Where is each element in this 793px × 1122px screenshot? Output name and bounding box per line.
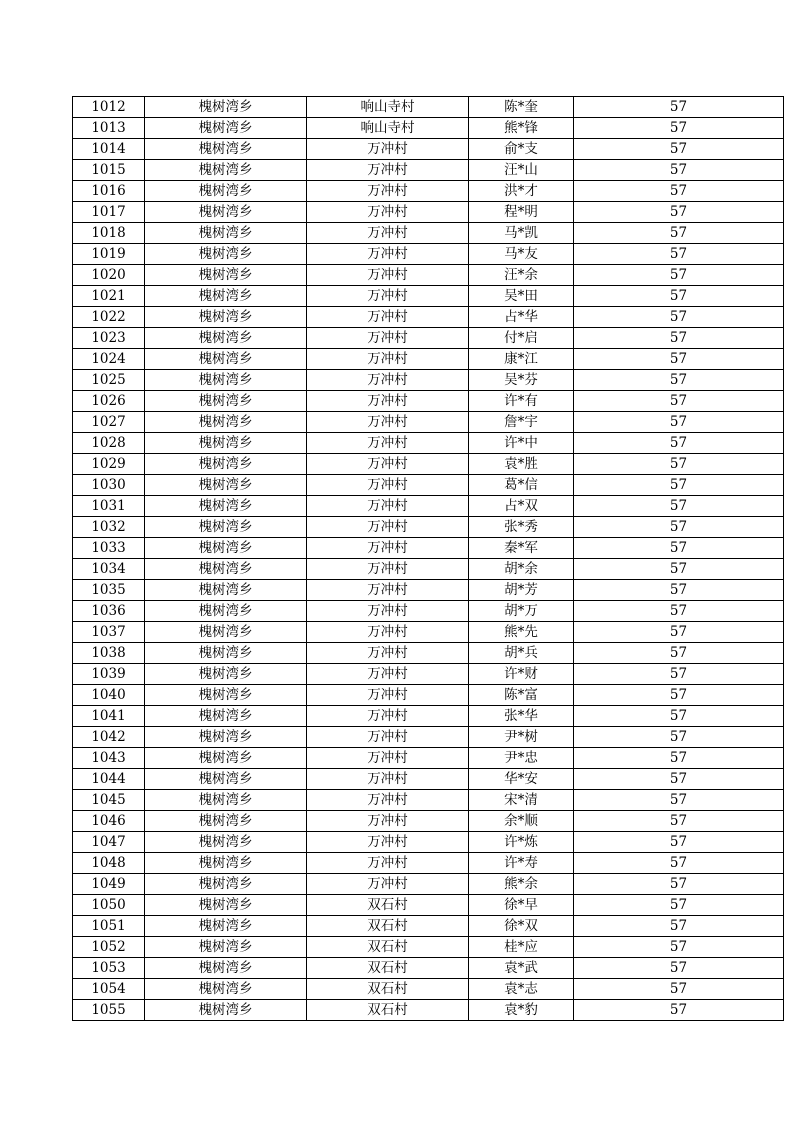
name-cell: 詹*宇 [469, 412, 574, 433]
village-cell: 万冲村 [307, 433, 469, 454]
name-cell: 熊*先 [469, 622, 574, 643]
village-cell: 万冲村 [307, 265, 469, 286]
name-cell: 张*秀 [469, 517, 574, 538]
name-cell: 汪*余 [469, 265, 574, 286]
township-cell: 槐树湾乡 [145, 454, 307, 475]
village-cell: 万冲村 [307, 853, 469, 874]
village-cell: 万冲村 [307, 370, 469, 391]
village-cell: 万冲村 [307, 412, 469, 433]
name-cell: 桂*应 [469, 937, 574, 958]
value-cell: 57 [574, 496, 784, 517]
value-cell: 57 [574, 811, 784, 832]
value-cell: 57 [574, 454, 784, 475]
table-row [73, 832, 784, 853]
value-cell: 57 [574, 979, 784, 1000]
name-cell: 汪*山 [469, 160, 574, 181]
township-cell: 槐树湾乡 [145, 244, 307, 265]
row-number-cell: 1046 [73, 811, 145, 832]
village-cell: 万冲村 [307, 538, 469, 559]
value-cell: 57 [574, 706, 784, 727]
name-cell: 华*安 [469, 769, 574, 790]
village-cell: 万冲村 [307, 748, 469, 769]
name-cell: 康*江 [469, 349, 574, 370]
row-number-cell: 1029 [73, 454, 145, 475]
township-cell: 槐树湾乡 [145, 601, 307, 622]
table-row [73, 937, 784, 958]
row-number-cell: 1050 [73, 895, 145, 916]
township-cell: 槐树湾乡 [145, 685, 307, 706]
village-cell: 万冲村 [307, 727, 469, 748]
value-cell: 57 [574, 223, 784, 244]
name-cell: 陈*奎 [469, 97, 574, 118]
table-row [73, 874, 784, 895]
township-cell: 槐树湾乡 [145, 937, 307, 958]
township-cell: 槐树湾乡 [145, 916, 307, 937]
name-cell: 尹*树 [469, 727, 574, 748]
village-cell: 响山寺村 [307, 97, 469, 118]
row-number-cell: 1051 [73, 916, 145, 937]
village-cell: 双石村 [307, 979, 469, 1000]
value-cell: 57 [574, 517, 784, 538]
row-number-cell: 1033 [73, 538, 145, 559]
township-cell: 槐树湾乡 [145, 160, 307, 181]
name-cell: 葛*信 [469, 475, 574, 496]
table-row [73, 433, 784, 454]
table-row [73, 349, 784, 370]
value-cell: 57 [574, 727, 784, 748]
value-cell: 57 [574, 790, 784, 811]
table-row [73, 496, 784, 517]
table-row [73, 265, 784, 286]
name-cell: 程*明 [469, 202, 574, 223]
value-cell: 57 [574, 895, 784, 916]
value-cell: 57 [574, 412, 784, 433]
value-cell: 57 [574, 958, 784, 979]
row-number-cell: 1039 [73, 664, 145, 685]
township-cell: 槐树湾乡 [145, 97, 307, 118]
name-cell: 胡*万 [469, 601, 574, 622]
table-row [73, 853, 784, 874]
name-cell: 徐*早 [469, 895, 574, 916]
village-cell: 万冲村 [307, 580, 469, 601]
township-cell: 槐树湾乡 [145, 832, 307, 853]
village-cell: 万冲村 [307, 139, 469, 160]
township-cell: 槐树湾乡 [145, 391, 307, 412]
table-row [73, 97, 784, 118]
township-cell: 槐树湾乡 [145, 181, 307, 202]
township-cell: 槐树湾乡 [145, 412, 307, 433]
table-row [73, 559, 784, 580]
table-row [73, 538, 784, 559]
value-cell: 57 [574, 475, 784, 496]
table-row [73, 517, 784, 538]
table-row [73, 622, 784, 643]
township-cell: 槐树湾乡 [145, 517, 307, 538]
village-cell: 万冲村 [307, 496, 469, 517]
name-cell: 洪*才 [469, 181, 574, 202]
village-cell: 万冲村 [307, 307, 469, 328]
name-cell: 余*顺 [469, 811, 574, 832]
value-cell: 57 [574, 643, 784, 664]
township-cell: 槐树湾乡 [145, 559, 307, 580]
township-cell: 槐树湾乡 [145, 958, 307, 979]
table-row [73, 643, 784, 664]
township-cell: 槐树湾乡 [145, 286, 307, 307]
township-cell: 槐树湾乡 [145, 853, 307, 874]
township-cell: 槐树湾乡 [145, 790, 307, 811]
name-cell: 熊*锋 [469, 118, 574, 139]
table-row [73, 769, 784, 790]
name-cell: 胡*芳 [469, 580, 574, 601]
village-cell: 万冲村 [307, 223, 469, 244]
township-cell: 槐树湾乡 [145, 349, 307, 370]
value-cell: 57 [574, 853, 784, 874]
name-cell: 尹*忠 [469, 748, 574, 769]
township-cell: 槐树湾乡 [145, 538, 307, 559]
table-row [73, 391, 784, 412]
table-row [73, 748, 784, 769]
row-number-cell: 1025 [73, 370, 145, 391]
name-cell: 秦*军 [469, 538, 574, 559]
value-cell: 57 [574, 433, 784, 454]
name-cell: 宋*清 [469, 790, 574, 811]
table-row [73, 811, 784, 832]
row-number-cell: 1040 [73, 685, 145, 706]
table-body [73, 97, 784, 1021]
township-cell: 槐树湾乡 [145, 475, 307, 496]
village-cell: 万冲村 [307, 202, 469, 223]
value-cell: 57 [574, 1000, 784, 1021]
village-cell: 万冲村 [307, 706, 469, 727]
row-number-cell: 1013 [73, 118, 145, 139]
row-number-cell: 1020 [73, 265, 145, 286]
value-cell: 57 [574, 328, 784, 349]
name-cell: 胡*余 [469, 559, 574, 580]
table-row [73, 727, 784, 748]
table-row [73, 118, 784, 139]
row-number-cell: 1030 [73, 475, 145, 496]
township-cell: 槐树湾乡 [145, 223, 307, 244]
name-cell: 袁*武 [469, 958, 574, 979]
value-cell: 57 [574, 139, 784, 160]
name-cell: 许*财 [469, 664, 574, 685]
name-cell: 袁*胜 [469, 454, 574, 475]
row-number-cell: 1017 [73, 202, 145, 223]
value-cell: 57 [574, 622, 784, 643]
name-cell: 胡*兵 [469, 643, 574, 664]
name-cell: 许*中 [469, 433, 574, 454]
row-number-cell: 1044 [73, 769, 145, 790]
value-cell: 57 [574, 160, 784, 181]
village-cell: 万冲村 [307, 832, 469, 853]
row-number-cell: 1022 [73, 307, 145, 328]
row-number-cell: 1032 [73, 517, 145, 538]
name-cell: 马*凯 [469, 223, 574, 244]
row-number-cell: 1035 [73, 580, 145, 601]
table-row [73, 454, 784, 475]
name-cell: 徐*双 [469, 916, 574, 937]
table-row [73, 790, 784, 811]
row-number-cell: 1055 [73, 1000, 145, 1021]
village-cell: 万冲村 [307, 874, 469, 895]
row-number-cell: 1031 [73, 496, 145, 517]
value-cell: 57 [574, 97, 784, 118]
row-number-cell: 1027 [73, 412, 145, 433]
row-number-cell: 1042 [73, 727, 145, 748]
village-cell: 万冲村 [307, 622, 469, 643]
township-cell: 槐树湾乡 [145, 202, 307, 223]
value-cell: 57 [574, 286, 784, 307]
village-cell: 响山寺村 [307, 118, 469, 139]
name-cell: 许*有 [469, 391, 574, 412]
name-cell: 马*友 [469, 244, 574, 265]
township-cell: 槐树湾乡 [145, 1000, 307, 1021]
township-cell: 槐树湾乡 [145, 139, 307, 160]
value-cell: 57 [574, 664, 784, 685]
village-cell: 双石村 [307, 937, 469, 958]
row-number-cell: 1019 [73, 244, 145, 265]
village-cell: 万冲村 [307, 643, 469, 664]
township-cell: 槐树湾乡 [145, 265, 307, 286]
village-cell: 万冲村 [307, 664, 469, 685]
table-row [73, 223, 784, 244]
village-cell: 万冲村 [307, 601, 469, 622]
township-cell: 槐树湾乡 [145, 580, 307, 601]
table-row [73, 202, 784, 223]
row-number-cell: 1015 [73, 160, 145, 181]
village-cell: 万冲村 [307, 244, 469, 265]
township-cell: 槐树湾乡 [145, 370, 307, 391]
row-number-cell: 1014 [73, 139, 145, 160]
row-number-cell: 1054 [73, 979, 145, 1000]
village-cell: 万冲村 [307, 517, 469, 538]
village-cell: 双石村 [307, 958, 469, 979]
value-cell: 57 [574, 370, 784, 391]
value-cell: 57 [574, 937, 784, 958]
table-row [73, 895, 784, 916]
row-number-cell: 1024 [73, 349, 145, 370]
name-cell: 吴*田 [469, 286, 574, 307]
village-cell: 万冲村 [307, 349, 469, 370]
village-cell: 万冲村 [307, 790, 469, 811]
name-cell: 陈*富 [469, 685, 574, 706]
value-cell: 57 [574, 916, 784, 937]
row-number-cell: 1047 [73, 832, 145, 853]
name-cell: 许*寿 [469, 853, 574, 874]
data-table [72, 96, 784, 1021]
row-number-cell: 1043 [73, 748, 145, 769]
value-cell: 57 [574, 391, 784, 412]
name-cell: 张*华 [469, 706, 574, 727]
name-cell: 熊*余 [469, 874, 574, 895]
township-cell: 槐树湾乡 [145, 979, 307, 1000]
name-cell: 俞*支 [469, 139, 574, 160]
value-cell: 57 [574, 307, 784, 328]
township-cell: 槐树湾乡 [145, 769, 307, 790]
table-row [73, 664, 784, 685]
village-cell: 万冲村 [307, 286, 469, 307]
value-cell: 57 [574, 244, 784, 265]
row-number-cell: 1034 [73, 559, 145, 580]
row-number-cell: 1045 [73, 790, 145, 811]
table-row [73, 370, 784, 391]
value-cell: 57 [574, 748, 784, 769]
row-number-cell: 1021 [73, 286, 145, 307]
row-number-cell: 1036 [73, 601, 145, 622]
village-cell: 万冲村 [307, 181, 469, 202]
value-cell: 57 [574, 769, 784, 790]
table-row [73, 706, 784, 727]
name-cell: 吴*芬 [469, 370, 574, 391]
township-cell: 槐树湾乡 [145, 874, 307, 895]
name-cell: 袁*志 [469, 979, 574, 1000]
village-cell: 万冲村 [307, 811, 469, 832]
value-cell: 57 [574, 265, 784, 286]
township-cell: 槐树湾乡 [145, 622, 307, 643]
township-cell: 槐树湾乡 [145, 811, 307, 832]
village-cell: 双石村 [307, 1000, 469, 1021]
village-cell: 万冲村 [307, 559, 469, 580]
table-row [73, 580, 784, 601]
township-cell: 槐树湾乡 [145, 307, 307, 328]
table-row [73, 958, 784, 979]
table-row [73, 475, 784, 496]
value-cell: 57 [574, 832, 784, 853]
table-row [73, 412, 784, 433]
table-row [73, 685, 784, 706]
table-row [73, 601, 784, 622]
table-row [73, 181, 784, 202]
row-number-cell: 1041 [73, 706, 145, 727]
village-cell: 万冲村 [307, 685, 469, 706]
row-number-cell: 1018 [73, 223, 145, 244]
row-number-cell: 1037 [73, 622, 145, 643]
value-cell: 57 [574, 559, 784, 580]
township-cell: 槐树湾乡 [145, 328, 307, 349]
table-row [73, 979, 784, 1000]
row-number-cell: 1052 [73, 937, 145, 958]
township-cell: 槐树湾乡 [145, 748, 307, 769]
village-cell: 万冲村 [307, 328, 469, 349]
value-cell: 57 [574, 202, 784, 223]
row-number-cell: 1028 [73, 433, 145, 454]
township-cell: 槐树湾乡 [145, 643, 307, 664]
row-number-cell: 1026 [73, 391, 145, 412]
value-cell: 57 [574, 538, 784, 559]
row-number-cell: 1038 [73, 643, 145, 664]
township-cell: 槐树湾乡 [145, 118, 307, 139]
table-row [73, 139, 784, 160]
township-cell: 槐树湾乡 [145, 895, 307, 916]
value-cell: 57 [574, 601, 784, 622]
township-cell: 槐树湾乡 [145, 496, 307, 517]
village-cell: 万冲村 [307, 769, 469, 790]
value-cell: 57 [574, 580, 784, 601]
table-row [73, 160, 784, 181]
name-cell: 袁*豹 [469, 1000, 574, 1021]
village-cell: 万冲村 [307, 475, 469, 496]
row-number-cell: 1012 [73, 97, 145, 118]
table-row [73, 244, 784, 265]
table-row [73, 307, 784, 328]
township-cell: 槐树湾乡 [145, 433, 307, 454]
village-cell: 双石村 [307, 895, 469, 916]
row-number-cell: 1016 [73, 181, 145, 202]
name-cell: 占*双 [469, 496, 574, 517]
village-cell: 万冲村 [307, 160, 469, 181]
value-cell: 57 [574, 118, 784, 139]
table-row [73, 916, 784, 937]
township-cell: 槐树湾乡 [145, 664, 307, 685]
village-cell: 万冲村 [307, 454, 469, 475]
name-cell: 付*启 [469, 328, 574, 349]
value-cell: 57 [574, 685, 784, 706]
row-number-cell: 1048 [73, 853, 145, 874]
row-number-cell: 1053 [73, 958, 145, 979]
name-cell: 占*华 [469, 307, 574, 328]
value-cell: 57 [574, 181, 784, 202]
township-cell: 槐树湾乡 [145, 706, 307, 727]
village-cell: 双石村 [307, 916, 469, 937]
value-cell: 57 [574, 349, 784, 370]
name-cell: 许*炼 [469, 832, 574, 853]
value-cell: 57 [574, 874, 784, 895]
row-number-cell: 1023 [73, 328, 145, 349]
township-cell: 槐树湾乡 [145, 727, 307, 748]
row-number-cell: 1049 [73, 874, 145, 895]
table-row [73, 328, 784, 349]
table-row [73, 1000, 784, 1021]
village-cell: 万冲村 [307, 391, 469, 412]
table-row [73, 286, 784, 307]
